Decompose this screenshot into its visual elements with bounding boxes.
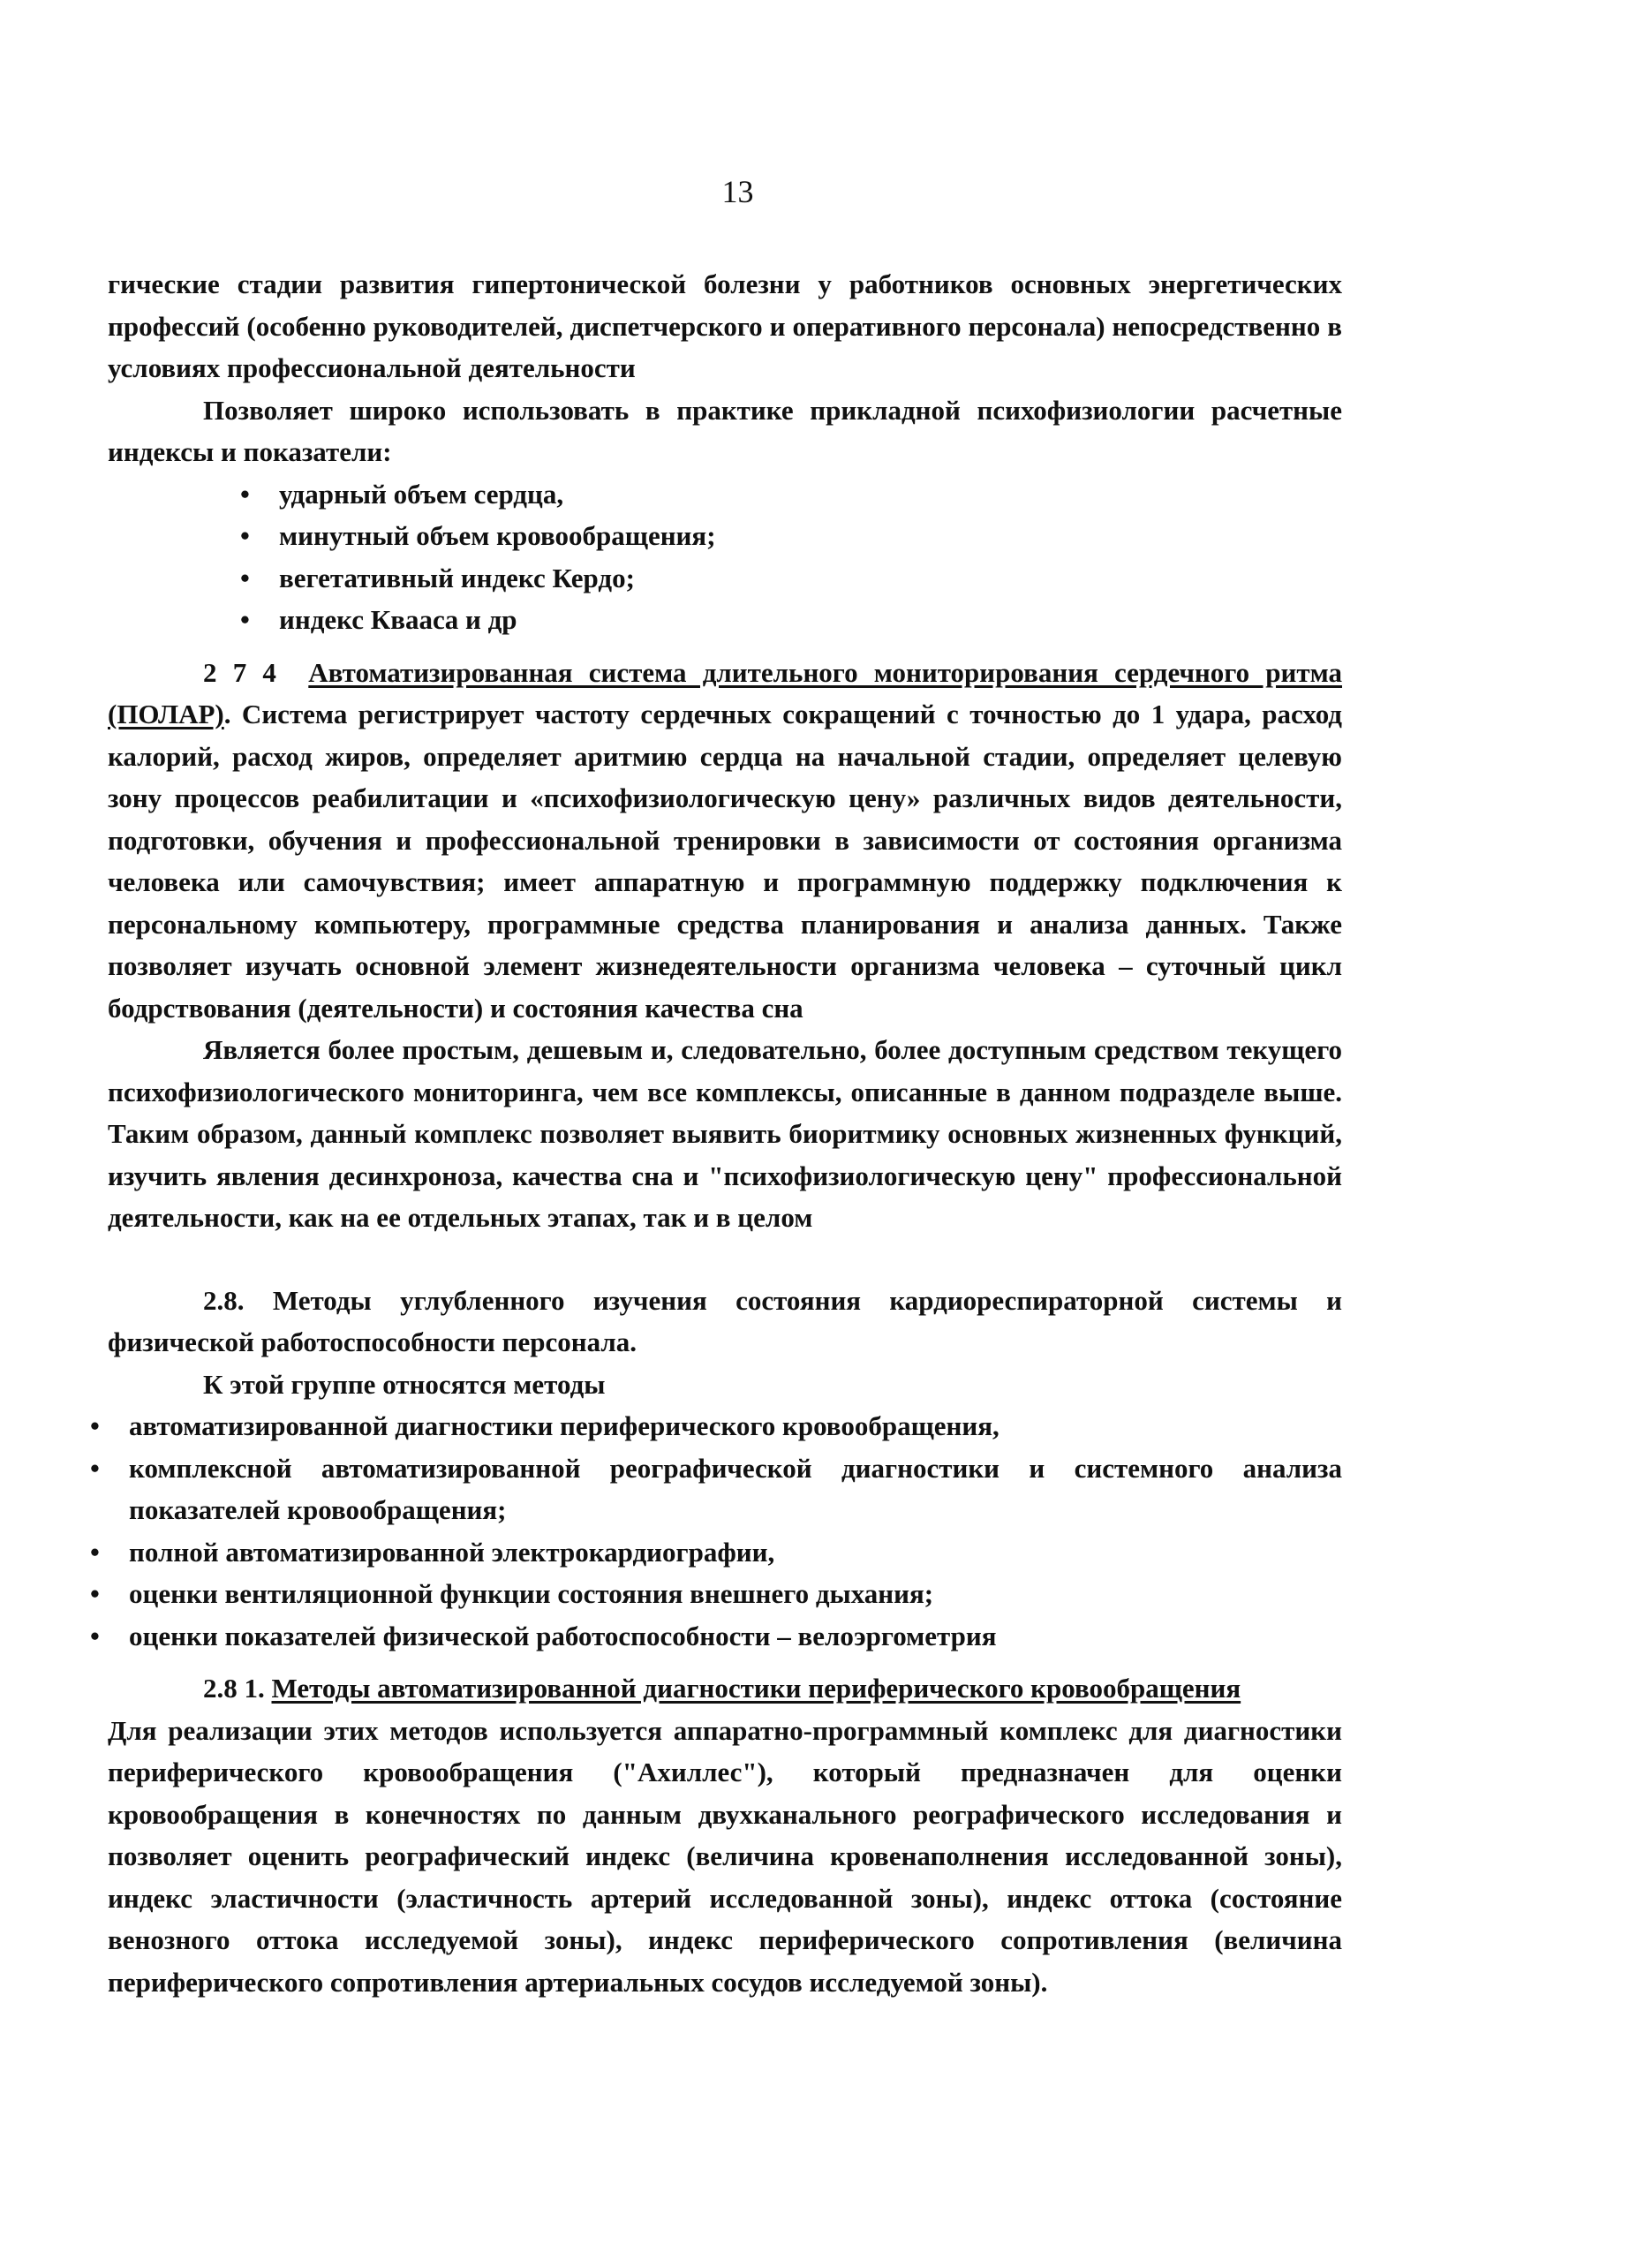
indices-list — [108, 473, 1342, 641]
list-item: • оценки вентиляционной функции состояния внешнего дыхания; — [90, 1573, 1342, 1615]
list-item: • индекс Кваaca и др — [240, 599, 1342, 641]
allows-paragraph: Позволяет широко использовать в практике прикладной психофизиологии расчетные индексы и показатели: — [108, 394, 1342, 467]
list-item: • полной автоматизированной электрокардиографии, — [90, 1531, 1342, 1574]
section-281-heading — [108, 1667, 1342, 1710]
page-number: 13 — [721, 174, 754, 209]
list-item: • вегетативный индекс Кердо; — [240, 557, 1342, 600]
list-item: • минутный объем кровообращения; — [240, 515, 1342, 557]
section-274-title: Автоматизированная система длительного мониторирования сердечного ритма (ПОЛАР) — [108, 656, 1343, 729]
list-item: • автоматизированной диагностики периферического кровообращения, — [90, 1405, 1342, 1447]
section-274-paragraph — [108, 652, 1342, 1030]
section-281-body: Для реализации этих методов используется аппаратно-программный комплекс для диагностики периферического кровообращения ("Ахиллес"), который предназначен для оценки кровообращения в конечностях по данным двухканального реографического исследования и позволяет оценить реографический индекс (величина кровенаполнения исследованной зоны), индекс эластичности (эластичность артерий исследованной зоны), индекс оттока (состояние венозного оттока исследуемой зоны), индекс периферического сопротивления (величина периферического сопротивления артериальных сосудов исследуемой зоны). — [108, 1714, 1342, 1998]
continuation-paragraph: гические стадии развития гипертонической болезни у работников основных энергетических профессий (особенно руководителей, диспетчерского и оперативного персонала) непосредственно в условиях профессиональной деятельности — [108, 268, 1342, 383]
page-body — [108, 263, 1342, 2003]
methods-list — [90, 1405, 1342, 1657]
section-281-number: 2.8 1. — [203, 1673, 265, 1704]
section-274-body: . Система регистрирует частоту сердечных сокращений с точностью до 1 удара, расход калорий, расход жиров, определяет аритмию сердца на начальной стадии, определяет целевую зону процессов реабилитации и «психофизиологическую цену» различных видов деятельности, подготовки, обучения и профессиональной тренировки в зависимости от состояния организма человека или самочувствия; имеет аппаратную и программную поддержку подключения к персональному компьютеру, программные средства планирования и анализа данных. Также позволяет изучать основной элемент жизнедеятельности организма человека – суточный цикл бодрствования (деятельности) и состояния качества сна — [108, 699, 1342, 1024]
section-274-number: 2 7 4 — [203, 656, 276, 688]
section-281-title: Методы автоматизированной диагностики периферического кровообращения — [271, 1673, 1241, 1704]
list-item: • ударный объем сердца, — [240, 473, 1342, 516]
list-item: • оценки показателей физической работоспособности – велоэргометрия — [90, 1615, 1342, 1658]
section-28-heading: 2.8. Методы углубленного изучения состояния кардиореспираторной системы и физической работоспособности персонала. — [108, 1284, 1342, 1357]
list-item: • комплексной автоматизированной реографической диагностики и системного анализа показателей кровообращения; — [90, 1447, 1342, 1531]
section-28-intro: К этой группе относятся методы — [203, 1368, 606, 1400]
section-274-paragraph-2: Является более простым, дешевым и, следовательно, более доступным средством текущего психофизиологического мониторинга, чем все комплексы, описанные в данном подразделе выше. Таким образом, данный комплекс позволяет выявить биоритмику основных жизненных функций, изучить явления десинхроноза, качества сна и "психофизиологическую цену" профессиональной деятельности, как на ее отдельных этапах, так и в целом — [108, 1034, 1342, 1233]
